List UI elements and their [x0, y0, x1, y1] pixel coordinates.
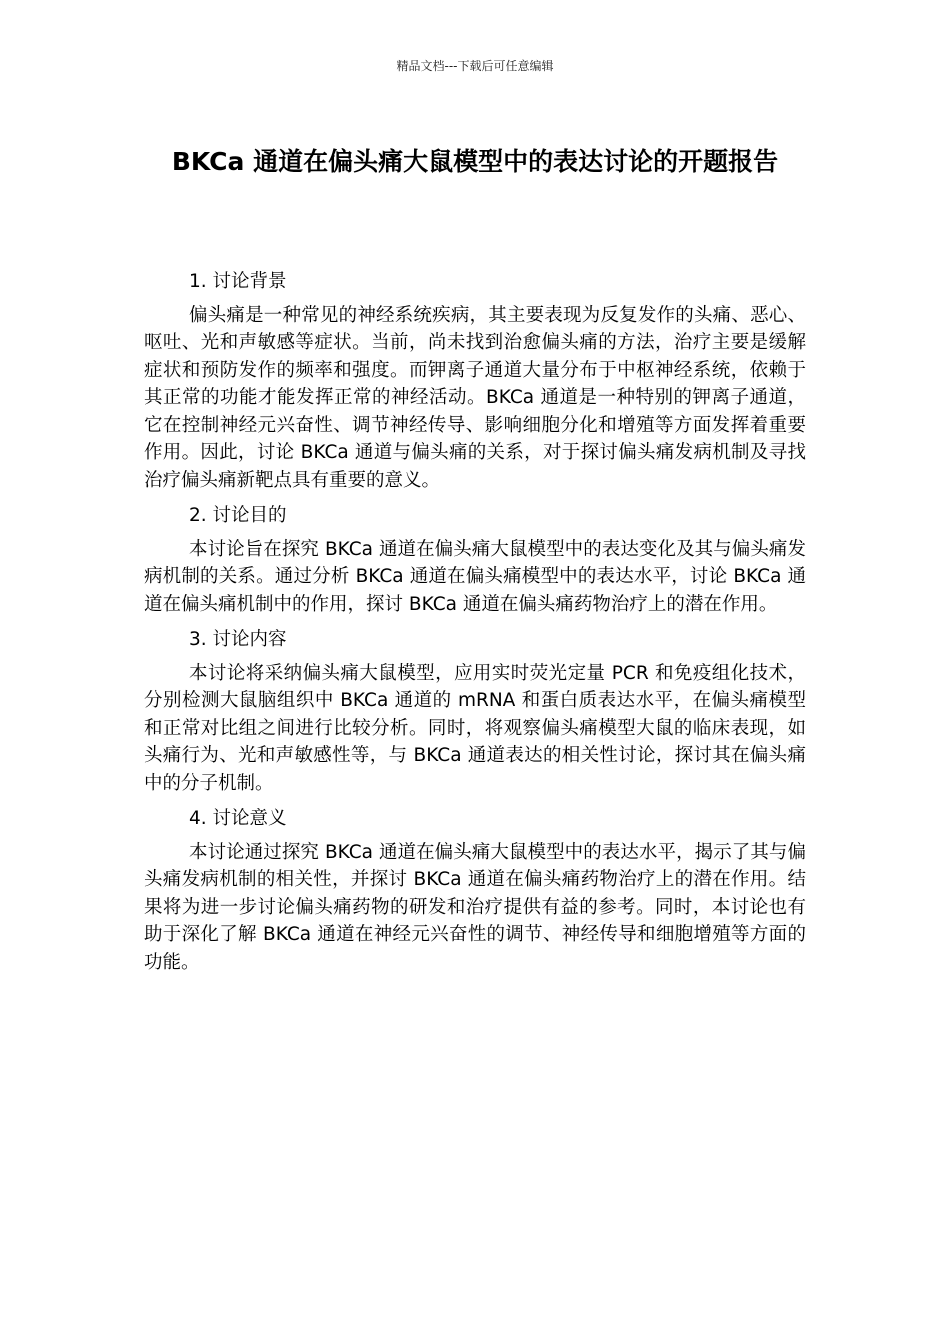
section-content [144, 626, 806, 797]
section-paragraph: 偏头痛是一种常见的神经系统疾病，其主要表现为反复发作的头痛、恶心、呕吐、光和声敏感等症状。当前，尚未找到治愈偏头痛的方法，治疗主要是缓解症状和预防发作的频率和强度。而钾离子通道大量分布于中枢神经系统，依赖于其正常的功能才能发挥正常的神经活动。BKCa 通道是一种特别的钾离子通道，它在控制神经元兴奋性、调节神经传导、影响细胞分化和增殖等方面发挥着重要作用。因此，讨论 BKCa 通道与偏头痛的关系，对于探讨偏头痛发病机制及寻找治疗偏头痛新靶点具有重要的意义。 [144, 304, 806, 491]
section-paragraph: 本讨论通过探究 BKCa 通道在偏头痛大鼠模型中的表达水平，揭示了其与偏头痛发病机制的相关性，并探讨 BKCa 通道在偏头痛药物治疗上的潜在作用。结果将为进一步讨论偏头痛药物的研发和治疗提供有益的参考。同时，本讨论也有助于深化了解 BKCa 通道在神经元兴奋性的调节、神经传导和细胞增殖等方面的功能。 [144, 841, 806, 973]
section-background [144, 268, 806, 494]
section-heading: 2. 讨论目的 [189, 505, 287, 526]
section-paragraph: 本讨论将采纳偏头痛大鼠模型，应用实时荧光定量 PCR 和免疫组化技术，分别检测大鼠脑组织中 BKCa 通道的 mRNA 和蛋白质表达水平，在偏头痛模型和正常对比组之间进行比较分析。同时，将观察偏头痛模型大鼠的临床表现，如头痛行为、光和声敏感性等，与 BKCa 通道表达的相关性讨论，探讨其在偏头痛中的分子机制。 [144, 662, 806, 794]
section-purpose [144, 502, 806, 618]
section-heading: 1. 讨论背景 [189, 271, 287, 292]
section-significance [144, 805, 806, 976]
section-paragraph: 本讨论旨在探究 BKCa 通道在偏头痛大鼠模型中的表达变化及其与偏头痛发病机制的关系。通过分析 BKCa 通道在偏头痛模型中的表达水平，讨论 BKCa 通道在偏头痛机制中的作用，探讨 BKCa 通道在偏头痛药物治疗上的潜在作用。 [144, 538, 806, 615]
page-header: 精品文档---下载后可任意编辑 [396, 59, 554, 73]
document-title: BKCa 通道在偏头痛大鼠模型中的表达讨论的开题报告 [171, 147, 779, 176]
section-heading: 4. 讨论意义 [189, 808, 287, 829]
section-heading: 3. 讨论内容 [189, 629, 287, 650]
document-body [144, 268, 806, 984]
